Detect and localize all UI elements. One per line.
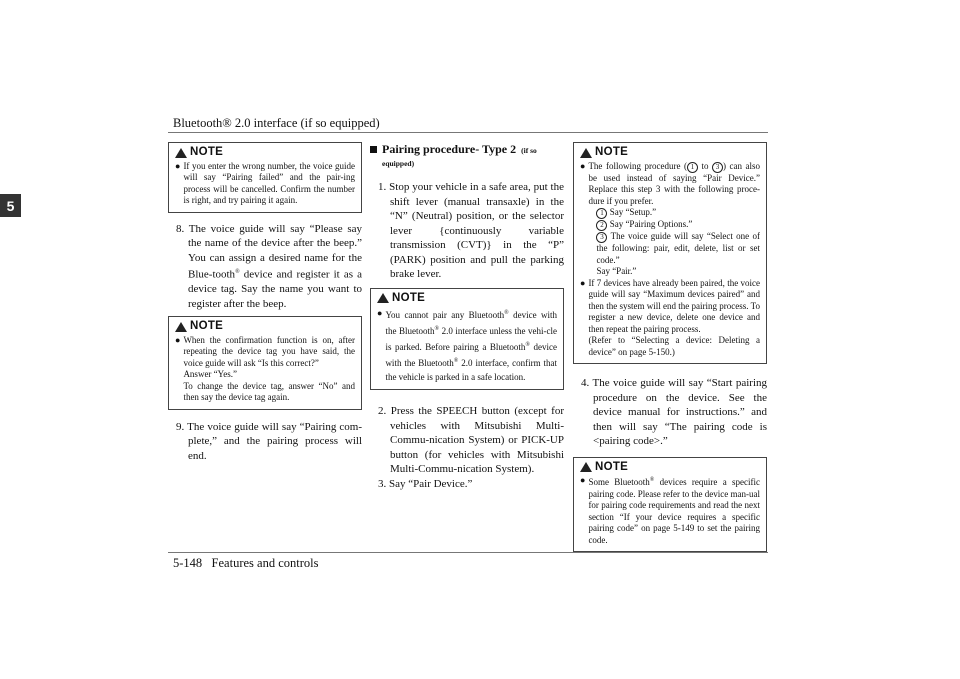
- page-number: 5-148: [173, 556, 203, 570]
- footer-rule: [168, 552, 768, 553]
- note-text: The following procedure ( 1 to 3 ) can also be used instead of saying “Pair Device.” Replace this step 3 with the following proce-dure if you prefer. 1 Say “Setup.” 2 Say “Pairing Options.” 3 The voice guide will say “Select one of the following: pair, edit, delete, list or set code.” Say “Pair.”: [588, 160, 760, 276]
- step-text-cont: device and register it as a device tag. Say the name you want to register after the beep.: [188, 268, 362, 310]
- note-bullet: [580, 475, 760, 546]
- bullet-icon: ●: [175, 160, 181, 171]
- page-header-title: Bluetooth® 2.0 interface (if so equipped): [173, 116, 380, 130]
- note-header: [377, 293, 557, 305]
- bullet-icon: ●: [580, 277, 586, 288]
- step-text: The voice guide will say “Pairing com-plete,” and the pairing process will end.: [187, 420, 362, 462]
- note-label: NOTE: [595, 146, 629, 158]
- column-3: [573, 142, 767, 552]
- note-text: You cannot pair any Bluetooth® device with the Bluetooth® 2.0 interface unless the vehi-cle is parked. Before pairing a Bluetooth® device with the Bluetooth® 2.0 interface, confirm that the vehicle is parked in a safe location.: [385, 310, 558, 382]
- section-qualifier: (if so: [521, 146, 537, 155]
- warning-triangle-icon: [175, 322, 187, 332]
- note-bullet: [580, 278, 760, 359]
- warning-triangle-icon: [377, 293, 389, 303]
- note-header: [580, 147, 760, 159]
- section-heading: [370, 142, 564, 157]
- note-bullet: [175, 161, 355, 207]
- step-2: [370, 404, 564, 477]
- footer-section: Features and controls: [211, 556, 319, 570]
- warning-triangle-icon: [175, 148, 187, 158]
- circled-number-icon: 1: [687, 162, 698, 173]
- bullet-icon: ●: [377, 308, 383, 318]
- step-number: 8.: [176, 222, 185, 235]
- note-header: [175, 321, 355, 333]
- note-text: If 7 devices have already been paired, the voice guide will say “Maximum devices paired” and then the system will end the pairing process. To register a new device, delete one device and then repeat the pairing process. (Refer to “Selecting a device: Deleting a device” on page 5-150.): [588, 277, 760, 357]
- header-rule: [168, 132, 768, 133]
- step-number: 3.: [378, 477, 387, 490]
- step-number: 9.: [176, 420, 185, 433]
- step-number: 1.: [378, 181, 387, 193]
- warning-triangle-icon: [580, 148, 592, 158]
- circled-number-icon: 3: [712, 162, 723, 173]
- note-text: If you enter the wrong number, the voice guide will say “Pairing failed” and the pair-ing process will be cancelled. Confirm the number is right, and try pairing it again.: [183, 160, 355, 205]
- note-text: Some Bluetooth® devices require a specific pairing code. Please refer to the device man-ual for pairing code requirements and read the next section “If your device requires a specific pairing code” on page 5-149 to set the pairing code.: [588, 477, 760, 545]
- step-text: The voice guide will say “Start pairing procedure on the device. See the device manual for instructions.” and then will say “The pairing code is <pairing code>.”: [592, 377, 767, 447]
- section-title: Pairing procedure- Type 2: [382, 142, 517, 156]
- note-box: [168, 316, 362, 410]
- step-number: 4.: [581, 377, 590, 389]
- step-number: 2.: [378, 405, 387, 417]
- step-text: Press the SPEECH button (except for vehicles with Mitsubishi Multi-Commu-nication System) or PICK-UP button (for vehicles with Mitsubishi Multi-Commu-nication System).: [390, 405, 564, 475]
- note-header: [175, 147, 355, 159]
- section-qualifier-cont: equipped): [382, 159, 415, 168]
- circled-number-icon: 1: [596, 208, 607, 219]
- note-box: [168, 142, 362, 213]
- chapter-tab: 5: [0, 194, 21, 217]
- note-text-1: When the confirmation function is on, after repeating the device tag you have said, the voice guide will ask “Is this correct?”: [183, 334, 355, 368]
- note-header: [580, 462, 760, 474]
- note-label: NOTE: [392, 291, 426, 304]
- note-text-3: To change the device tag, answer “No” and then say the device tag again.: [183, 380, 355, 403]
- note-box: [370, 288, 564, 391]
- step-1: [370, 180, 564, 282]
- note-box: [573, 457, 767, 553]
- note-label: NOTE: [595, 460, 629, 473]
- page-footer: [173, 556, 318, 571]
- note-box: [573, 142, 767, 364]
- warning-triangle-icon: [580, 462, 592, 472]
- bullet-icon: ●: [580, 160, 586, 171]
- sub-step-1: 1 Say “Setup.”: [588, 207, 760, 219]
- note-bullet: [580, 161, 760, 278]
- step-text: Stop your vehicle in a safe area, put the shift lever (manual transaxle) in the “N” (Neutral) position, or the selector lever {continuously variable transmission (CVT)} in the “P” (PARK) position and pull the parking brake lever.: [389, 181, 564, 280]
- bullet-icon: ●: [175, 334, 181, 345]
- column-1: [168, 142, 362, 463]
- step-9: [168, 420, 362, 464]
- sub-step-2: 2 Say “Pairing Options.”: [588, 219, 760, 231]
- note-text: [183, 335, 355, 404]
- circled-number-icon: 3: [596, 232, 607, 243]
- note-text-2: Answer “Yes.”: [183, 369, 238, 380]
- circled-number-icon: 2: [596, 220, 607, 231]
- note-label: NOTE: [190, 320, 224, 333]
- step-text: The voice guide will say “Please say the name of the device after the beep.” You can assign a desired name for the Blue-tooth: [188, 222, 362, 281]
- step-8: [168, 222, 362, 312]
- square-bullet-icon: [370, 146, 377, 153]
- column-2: [370, 142, 564, 491]
- note-label: NOTE: [190, 146, 224, 158]
- step-4: [573, 376, 767, 449]
- bullet-icon: ●: [580, 475, 586, 485]
- note-bullet: [175, 335, 355, 404]
- step-text: Say “Pair Device.”: [389, 477, 473, 490]
- sub-step-3: 3 The voice guide will say “Select one of the following: pair, edit, delete, list or set code.” Say “Pair.”: [596, 231, 760, 276]
- step-3: [370, 477, 564, 492]
- note-bullet: [377, 306, 557, 384]
- registered-mark: ®: [235, 269, 240, 275]
